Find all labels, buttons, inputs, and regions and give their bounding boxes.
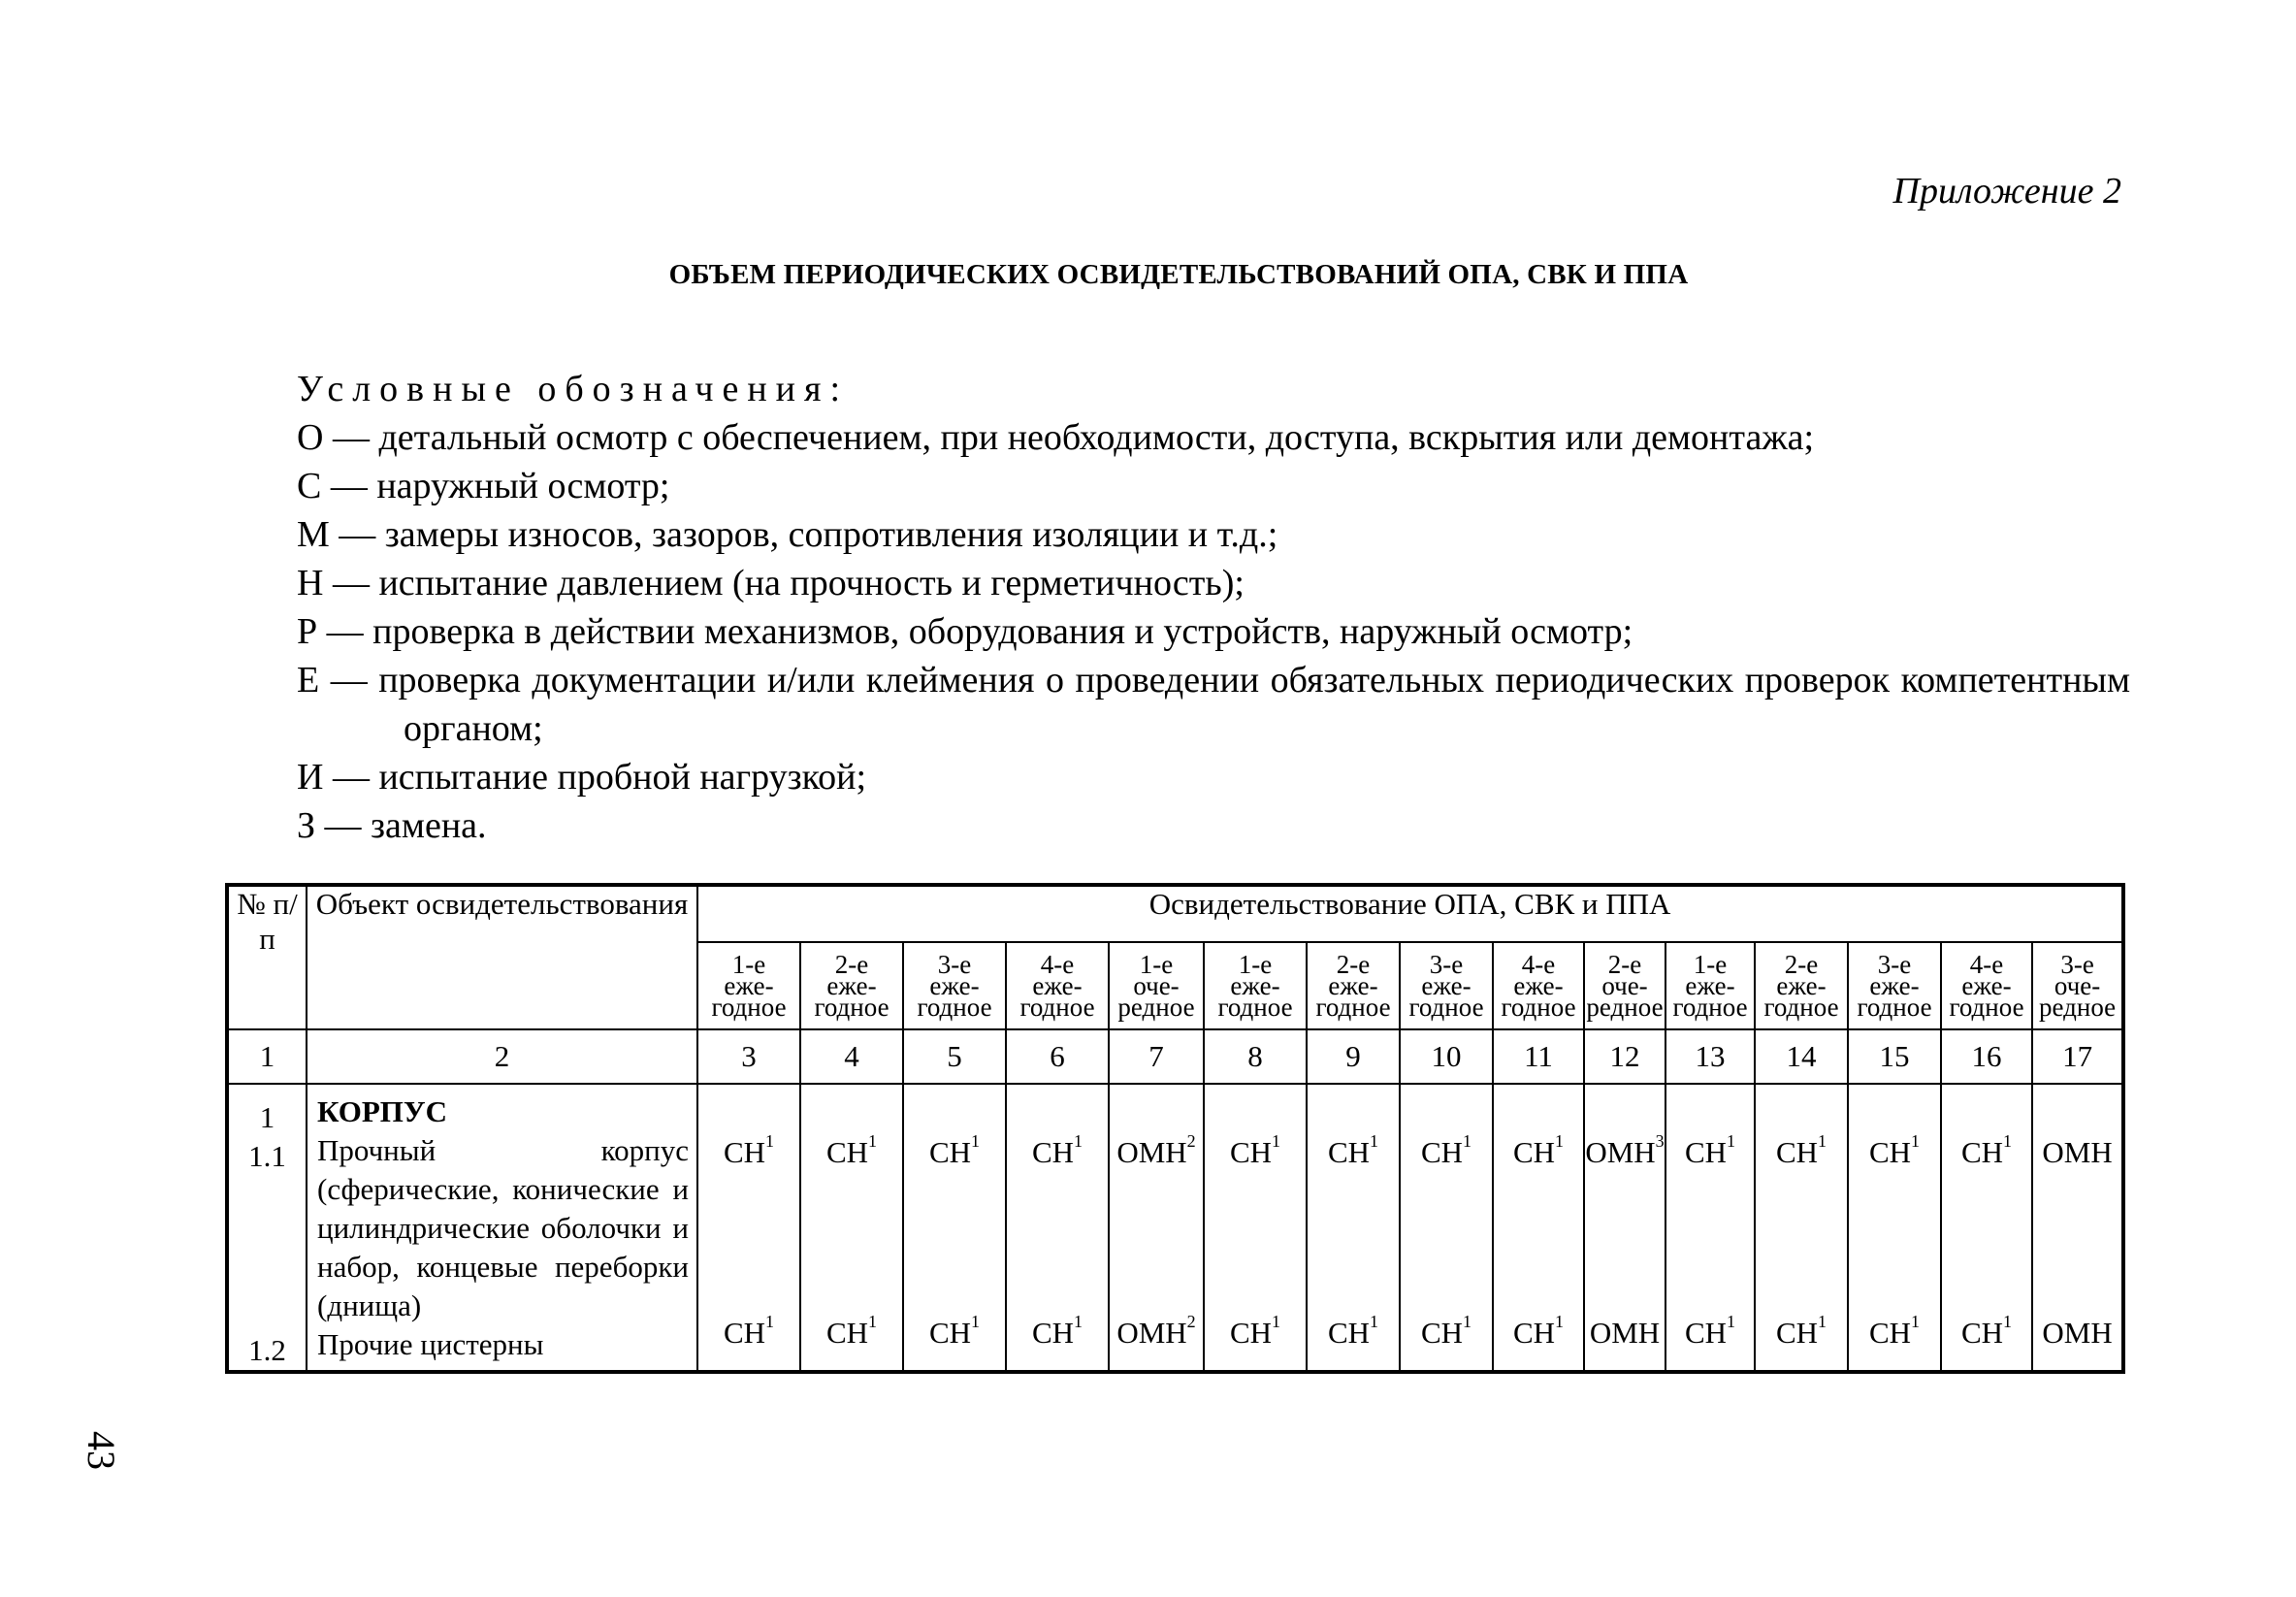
value-column-17 bbox=[2032, 1084, 2123, 1372]
subheader-line: оче- bbox=[1133, 971, 1180, 1000]
column-number: 10 bbox=[1400, 1029, 1493, 1084]
cell-value bbox=[1007, 1170, 1108, 1351]
header-number: № п/п bbox=[227, 885, 307, 1029]
subheader-line: 2-е bbox=[1607, 950, 1642, 979]
cell-footnote: 1 bbox=[1555, 1312, 1565, 1331]
cell-value bbox=[1007, 1085, 1108, 1170]
cell-footnote: 1 bbox=[1911, 1312, 1921, 1331]
subheader-line: еже- bbox=[1961, 971, 2012, 1000]
cell-code: СН bbox=[1684, 1316, 1728, 1350]
row-objects bbox=[307, 1084, 697, 1372]
value-column-15 bbox=[1848, 1084, 1941, 1372]
subheader-line: еже- bbox=[1776, 971, 1827, 1000]
cell-footnote: 1 bbox=[868, 1131, 878, 1151]
cell-code: СН bbox=[1031, 1135, 1075, 1169]
column-number: 15 bbox=[1848, 1029, 1941, 1084]
subheader-line: 3-е bbox=[1429, 950, 1464, 979]
cell-code: ОМН bbox=[1589, 1316, 1661, 1350]
cell-code: СН bbox=[1229, 1316, 1273, 1350]
cell-code: СН bbox=[1775, 1135, 1819, 1169]
section-title: КОРПУС bbox=[317, 1094, 448, 1128]
row-number-1-2: 1.2 bbox=[248, 1333, 286, 1367]
table-column-numbers-row bbox=[227, 1029, 2123, 1084]
cell-value bbox=[1308, 1170, 1399, 1351]
cell-code: СН bbox=[928, 1135, 972, 1169]
cell-footnote: 2 bbox=[1186, 1131, 1196, 1151]
cell-value bbox=[904, 1085, 1005, 1170]
subheader-line: еже- bbox=[1685, 971, 1735, 1000]
value-column-3 bbox=[697, 1084, 800, 1372]
subheader-line: годное bbox=[814, 993, 889, 1022]
cell-code: СН bbox=[1327, 1135, 1371, 1169]
cell-value bbox=[1942, 1170, 2031, 1351]
subheader-line: годное bbox=[711, 993, 787, 1022]
cell-footnote: 1 bbox=[1074, 1312, 1083, 1331]
cell-value bbox=[1756, 1170, 1847, 1351]
subheader-line: еже- bbox=[1869, 971, 1920, 1000]
cell-footnote: 1 bbox=[1727, 1131, 1736, 1151]
cell-value bbox=[1401, 1170, 1492, 1351]
subheader-line: 1-е bbox=[1139, 950, 1174, 979]
cell-value bbox=[1942, 1085, 2031, 1170]
subheader-line: 1-е bbox=[1238, 950, 1273, 979]
legend-item-i: И — испытание пробной нагрузкой; bbox=[297, 757, 867, 798]
legend-item-z: З — замена. bbox=[297, 805, 487, 846]
subheader-line: 3-е bbox=[1877, 950, 1912, 979]
subheader-line: оче- bbox=[1601, 971, 1648, 1000]
cell-footnote: 1 bbox=[1818, 1131, 1827, 1151]
subheader-line: 4-е bbox=[1969, 950, 2004, 979]
legend-item-c: С — наружный осмотр; bbox=[297, 466, 670, 506]
cell-code: СН bbox=[1775, 1316, 1819, 1350]
cell-value bbox=[698, 1170, 799, 1351]
cell-code: ОМН bbox=[2042, 1316, 2113, 1350]
cell-code: СН bbox=[1420, 1316, 1464, 1350]
legend bbox=[297, 365, 2130, 850]
subheader-line: годное bbox=[1501, 993, 1576, 1022]
page-number: 43 bbox=[80, 1431, 123, 1470]
column-number: 1 bbox=[227, 1029, 307, 1084]
value-column-7 bbox=[1109, 1084, 1204, 1372]
cell-code: СН bbox=[1868, 1316, 1912, 1350]
subheader-col-13 bbox=[1665, 942, 1755, 1029]
cell-value bbox=[1666, 1085, 1754, 1170]
subheader-line: редное bbox=[2039, 993, 2117, 1022]
value-column-11 bbox=[1493, 1084, 1584, 1372]
cell-code: СН bbox=[825, 1316, 869, 1350]
cell-footnote: 1 bbox=[1463, 1312, 1472, 1331]
header-survey: Освидетельствование ОПА, СВК и ППА bbox=[697, 885, 2123, 942]
cell-footnote: 1 bbox=[1370, 1312, 1379, 1331]
value-column-12 bbox=[1584, 1084, 1665, 1372]
subheader-line: редное bbox=[1117, 993, 1195, 1022]
legend-item-h: Н — испытание давлением (на прочность и герметичность); bbox=[297, 563, 1245, 603]
cell-code: ОМН bbox=[1116, 1135, 1187, 1169]
table-header-row bbox=[227, 885, 2123, 942]
cell-footnote: 1 bbox=[1272, 1131, 1281, 1151]
cell-value bbox=[2033, 1085, 2121, 1170]
cell-footnote: 1 bbox=[765, 1131, 775, 1151]
cell-footnote: 1 bbox=[1272, 1312, 1281, 1331]
subheader-line: 1-е bbox=[731, 950, 766, 979]
cell-value bbox=[2033, 1170, 2121, 1351]
subheader-line: годное bbox=[1408, 993, 1484, 1022]
document-title: ОБЪЕМ ПЕРИОДИЧЕСКИХ ОСВИДЕТЕЛЬСТВОВАНИЙ ОПА, СВК И ППА bbox=[668, 259, 1689, 290]
cell-footnote: 1 bbox=[971, 1131, 981, 1151]
column-number: 17 bbox=[2032, 1029, 2123, 1084]
subheader-line: еже- bbox=[1328, 971, 1378, 1000]
cell-code: СН bbox=[1868, 1135, 1912, 1169]
subheader-line: годное bbox=[1217, 993, 1293, 1022]
cell-value bbox=[1401, 1085, 1492, 1170]
value-column-10 bbox=[1400, 1084, 1493, 1372]
cell-code: СН bbox=[723, 1316, 766, 1350]
cell-value bbox=[1110, 1085, 1203, 1170]
cell-footnote: 1 bbox=[868, 1312, 878, 1331]
subheader-line: 2-е bbox=[834, 950, 869, 979]
subheader-line: годное bbox=[1315, 993, 1391, 1022]
subheader-line: еже- bbox=[1230, 971, 1280, 1000]
subheader-line: еже- bbox=[1513, 971, 1564, 1000]
row-number-1-1: 1.1 bbox=[248, 1139, 286, 1173]
value-column-14 bbox=[1755, 1084, 1848, 1372]
cell-code: СН bbox=[1512, 1135, 1556, 1169]
subheader-line: еже- bbox=[826, 971, 877, 1000]
cell-value bbox=[1756, 1085, 1847, 1170]
subheader-line: 4-е bbox=[1040, 950, 1075, 979]
cell-code: СН bbox=[1327, 1316, 1371, 1350]
column-number: 6 bbox=[1006, 1029, 1109, 1084]
column-number: 5 bbox=[903, 1029, 1006, 1084]
subheader-col-11 bbox=[1493, 942, 1584, 1029]
section-number: 1 bbox=[259, 1100, 275, 1134]
subheader-line: годное bbox=[1019, 993, 1095, 1022]
subheader-col-5 bbox=[903, 942, 1006, 1029]
subheader-line: 3-е bbox=[937, 950, 972, 979]
subheader-line: редное bbox=[1586, 993, 1664, 1022]
column-number: 11 bbox=[1493, 1029, 1584, 1084]
cell-footnote: 1 bbox=[1727, 1312, 1736, 1331]
row-object-1-2: Прочие цистерны bbox=[317, 1327, 544, 1361]
cell-value bbox=[1585, 1085, 1665, 1170]
subheader-line: 2-е bbox=[1336, 950, 1371, 979]
value-column-13 bbox=[1665, 1084, 1755, 1372]
cell-footnote: 1 bbox=[1463, 1131, 1472, 1151]
cell-code: СН bbox=[1229, 1135, 1273, 1169]
subheader-col-17 bbox=[2032, 942, 2123, 1029]
legend-item-e: Е — проверка документации и/или клеймения о проведении обязательных периодических проверок компетентным органом; bbox=[297, 660, 2130, 749]
value-column-8 bbox=[1204, 1084, 1307, 1372]
subheader-line: 2-е bbox=[1784, 950, 1819, 979]
cell-code: СН bbox=[1512, 1316, 1556, 1350]
cell-footnote: 1 bbox=[1074, 1131, 1083, 1151]
value-column-4 bbox=[800, 1084, 903, 1372]
subheader-line: еже- bbox=[724, 971, 774, 1000]
column-number: 9 bbox=[1307, 1029, 1400, 1084]
cell-footnote: 1 bbox=[1370, 1131, 1379, 1151]
subheader-line: годное bbox=[917, 993, 992, 1022]
cell-footnote: 1 bbox=[1555, 1131, 1565, 1151]
cell-code: СН bbox=[723, 1135, 766, 1169]
column-number: 7 bbox=[1109, 1029, 1204, 1084]
subheader-line: еже- bbox=[1421, 971, 1471, 1000]
subheader-line: 1-е bbox=[1693, 950, 1728, 979]
cell-value bbox=[801, 1170, 902, 1351]
row-object-1-1: Прочный корпус (сферические, конические и цилиндрические оболочки и набор, концевые переборки (днища) bbox=[317, 1133, 689, 1322]
column-number: 16 bbox=[1941, 1029, 2032, 1084]
column-number: 4 bbox=[800, 1029, 903, 1084]
cell-footnote: 2 bbox=[1186, 1312, 1196, 1331]
cell-code: СН bbox=[825, 1135, 869, 1169]
cell-footnote: 1 bbox=[971, 1312, 981, 1331]
survey-table bbox=[225, 883, 2125, 1374]
cell-value bbox=[801, 1085, 902, 1170]
cell-footnote: 1 bbox=[2003, 1131, 2013, 1151]
column-number: 2 bbox=[307, 1029, 697, 1084]
subheader-col-4 bbox=[800, 942, 903, 1029]
appendix-label: Приложение 2 bbox=[1892, 171, 2121, 212]
cell-value bbox=[1666, 1170, 1754, 1351]
legend-heading: Условные обозначения: bbox=[297, 369, 850, 409]
subheader-col-15 bbox=[1848, 942, 1941, 1029]
cell-value bbox=[1494, 1085, 1583, 1170]
column-number: 14 bbox=[1755, 1029, 1848, 1084]
subheader-col-8 bbox=[1204, 942, 1307, 1029]
cell-value bbox=[1849, 1170, 1940, 1351]
subheader-col-9 bbox=[1307, 942, 1400, 1029]
subheader-col-10 bbox=[1400, 942, 1493, 1029]
cell-value bbox=[1308, 1085, 1399, 1170]
cell-value bbox=[1494, 1170, 1583, 1351]
subheader-col-6 bbox=[1006, 942, 1109, 1029]
cell-footnote: 1 bbox=[2003, 1312, 2013, 1331]
cell-value bbox=[1585, 1170, 1665, 1351]
subheader-col-12 bbox=[1584, 942, 1665, 1029]
cell-code: СН bbox=[1684, 1135, 1728, 1169]
subheader-line: еже- bbox=[929, 971, 980, 1000]
cell-value bbox=[1205, 1085, 1306, 1170]
subheader-line: еже- bbox=[1032, 971, 1083, 1000]
column-number: 3 bbox=[697, 1029, 800, 1084]
cell-value bbox=[698, 1085, 799, 1170]
value-column-9 bbox=[1307, 1084, 1400, 1372]
subheader-col-16 bbox=[1941, 942, 2032, 1029]
subheader-col-7 bbox=[1109, 942, 1204, 1029]
value-column-5 bbox=[903, 1084, 1006, 1372]
cell-value bbox=[1205, 1170, 1306, 1351]
legend-item-m: М — замеры износов, зазоров, сопротивления изоляции и т.д.; bbox=[297, 514, 1278, 555]
subheader-line: 3-е bbox=[2060, 950, 2094, 979]
value-column-6 bbox=[1006, 1084, 1109, 1372]
legend-item-o: О — детальный осмотр с обеспечением, при необходимости, доступа, вскрытия или демонтажа; bbox=[297, 417, 1815, 458]
subheader-line: годное bbox=[1857, 993, 1932, 1022]
cell-code: СН bbox=[1960, 1135, 2004, 1169]
cell-footnote: 1 bbox=[765, 1312, 775, 1331]
header-object: Объект освидетельствования bbox=[307, 885, 697, 1029]
subheader-line: оче- bbox=[2053, 971, 2101, 1000]
cell-code: СН bbox=[1031, 1316, 1075, 1350]
cell-footnote: 1 bbox=[1818, 1312, 1827, 1331]
subheader-col-14 bbox=[1755, 942, 1848, 1029]
cell-code: ОМН bbox=[1116, 1316, 1187, 1350]
cell-footnote: 3 bbox=[1655, 1131, 1665, 1151]
column-number: 13 bbox=[1665, 1029, 1755, 1084]
cell-code: СН bbox=[1960, 1316, 2004, 1350]
table-row bbox=[227, 1084, 2123, 1372]
column-number: 12 bbox=[1584, 1029, 1665, 1084]
cell-value bbox=[1849, 1085, 1940, 1170]
cell-code: СН bbox=[928, 1316, 972, 1350]
cell-code: СН bbox=[1420, 1135, 1464, 1169]
cell-code: ОМН bbox=[1585, 1135, 1656, 1169]
subheader-line: годное bbox=[1763, 993, 1839, 1022]
value-column-16 bbox=[1941, 1084, 2032, 1372]
cell-footnote: 1 bbox=[1911, 1131, 1921, 1151]
cell-code: ОМН bbox=[2042, 1135, 2113, 1169]
subheader-line: годное bbox=[1949, 993, 2024, 1022]
cell-value bbox=[904, 1170, 1005, 1351]
subheader-line: 4-е bbox=[1521, 950, 1556, 979]
subheader-col-3 bbox=[697, 942, 800, 1029]
legend-item-p: Р — проверка в действии механизмов, оборудования и устройств, наружный осмотр; bbox=[297, 611, 1633, 652]
cell-value bbox=[1110, 1170, 1203, 1351]
subheader-line: годное bbox=[1672, 993, 1748, 1022]
column-number: 8 bbox=[1204, 1029, 1307, 1084]
row-numbers bbox=[227, 1084, 307, 1372]
